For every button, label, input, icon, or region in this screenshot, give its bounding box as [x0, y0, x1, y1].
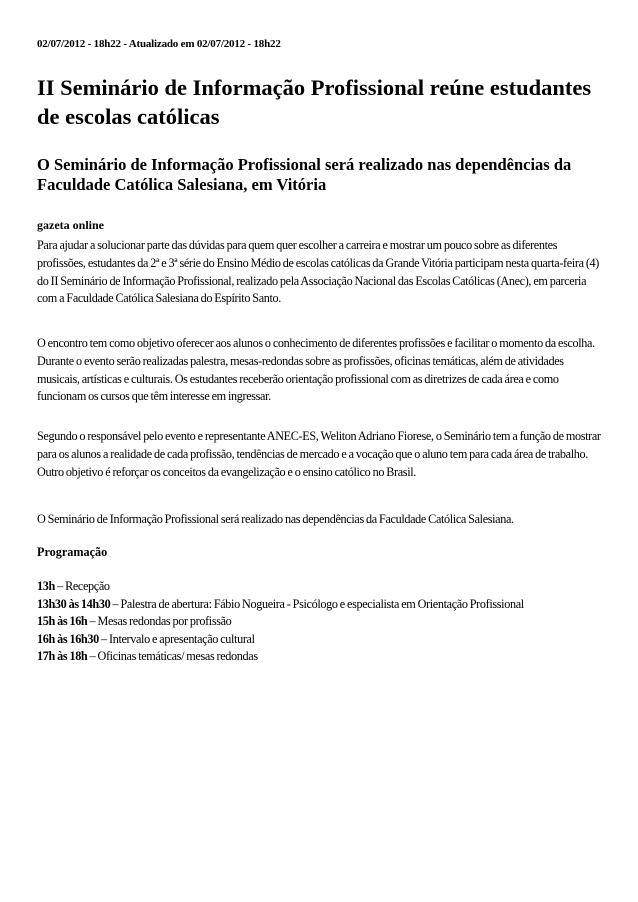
schedule-item: [37, 578, 603, 596]
schedule-time: 16h às 16h30: [37, 631, 99, 646]
schedule-activity: Palestra de abertura: Fábio Nogueira - Psicólogo e especialista em Orientação Profissional: [120, 596, 524, 611]
paragraph-1: Para ajudar a solucionar parte das dúvidas para quem quer escolher a carreira e mostrar um pouco sobre as diferentes profissões, estudantes da 2ª e 3ª série do Ensino Médio de escolas católicas da Grande Vitória participam nesta quarta-feira (4) do II Seminário de Informação Profissional, realizado pela Associação Nacional das Escolas Católicas (Anec), em parceria com a Faculdade Católica Salesiana do Espírito Santo.: [37, 238, 599, 306]
schedule-list: [37, 578, 603, 666]
article-source: gazeta online: [37, 218, 104, 232]
schedule-item: [37, 648, 603, 666]
dateline: 02/07/2012 - 18h22 - Atualizado em 02/07/2012 - 18h22: [37, 38, 281, 50]
schedule-time: 13h30 às 14h30: [37, 596, 111, 611]
schedule-time: 17h às 18h: [37, 649, 88, 664]
schedule-separator: –: [87, 649, 98, 664]
schedule-item: [37, 631, 603, 649]
schedule-item: [37, 613, 603, 631]
article-title: II Seminário de Informação Profissional reúne estudantes de escolas católicas: [37, 75, 592, 129]
schedule-activity: Mesas redondas por profissão: [97, 614, 232, 629]
schedule-activity: Oficinas temáticas/ mesas redondas: [97, 649, 258, 664]
article-subtitle: O Seminário de Informação Profissional será realizado nas dependências da Faculdade Católica Salesiana, em Vitória: [37, 155, 572, 194]
schedule-item: [37, 596, 603, 614]
schedule-time: 13h: [37, 579, 55, 593]
schedule-activity: Recepção: [65, 579, 110, 593]
paragraph-4: O Seminário de Informação Profissional será realizado nas dependências da Faculdade Católica Salesiana.: [37, 512, 514, 526]
schedule-separator: –: [110, 596, 121, 611]
schedule-separator: –: [87, 614, 98, 629]
schedule-separator: –: [98, 631, 109, 646]
schedule-time: 15h às 16h: [37, 614, 88, 629]
paragraph-3: Segundo o responsável pelo evento e representante ANEC-ES, Weliton Adriano Fiorese, o Seminário tem a função de mostrar para os alunos a realidade de cada profissão, tendências de mercado e a vocação que o aluno tem para cada área de trabalho. Outro objetivo é reforçar os conceitos da evangelização e o ensino católico no Brasil.: [37, 429, 601, 479]
paragraph-2: O encontro tem como objetivo oferecer aos alunos o conhecimento de diferentes profissões e facilitar o momento da escolha. Durante o evento serão realizadas palestra, mesas-redondas sobre as profissões, oficinas temáticas, além de atividades musicais, artísticas e culturais. Os estudantes receberão orientação profissional com as diretrizes de cada área e como funcionam os cursos que têm interesse em ingressar.: [37, 336, 595, 404]
programacao-heading: Programação: [37, 545, 108, 559]
schedule-separator: –: [54, 579, 66, 593]
schedule-activity: Intervalo e apresentação cultural: [109, 631, 255, 646]
